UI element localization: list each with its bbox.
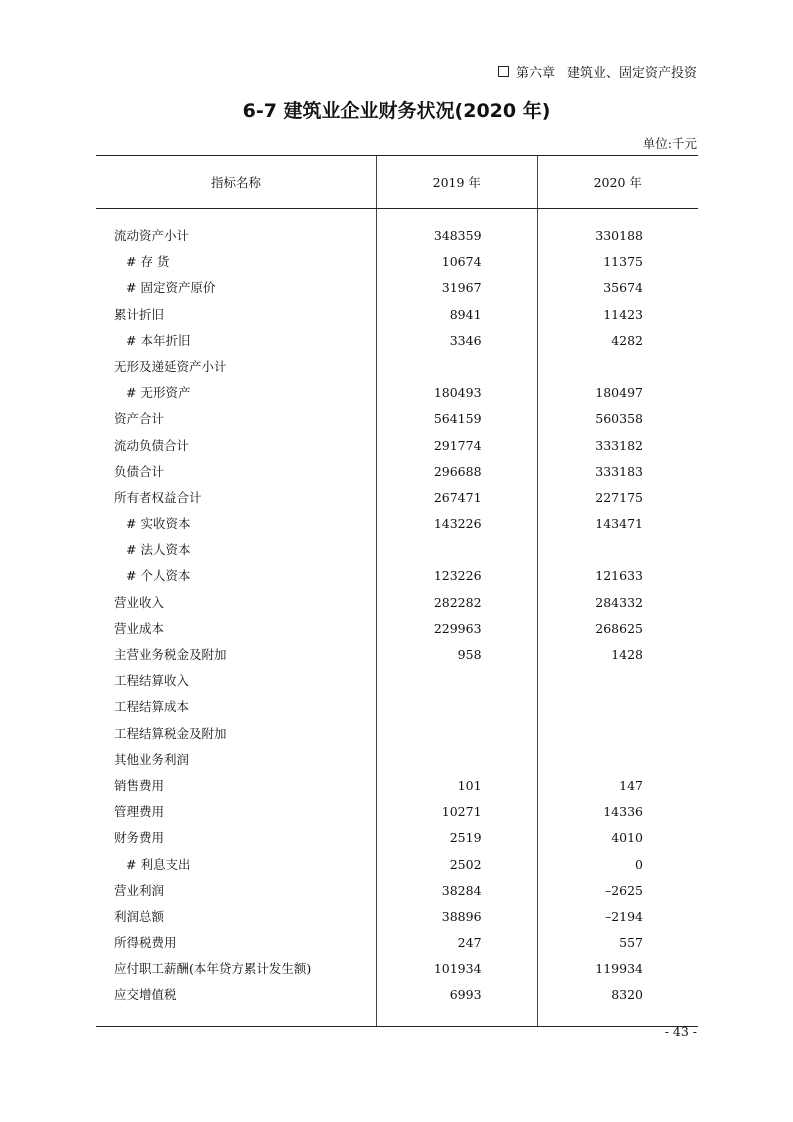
row-value-2020: 227175	[595, 489, 643, 505]
row-value-2019: 10271	[441, 804, 482, 820]
row-value-2020: 121633	[595, 568, 643, 584]
table-header	[96, 156, 698, 209]
row-value-2020: 333183	[595, 463, 643, 479]
row-value-2019	[377, 747, 536, 773]
row-value-2020: 560358	[595, 411, 643, 427]
row-value-2020: 557	[619, 935, 643, 951]
row-value-2020: –2194	[604, 908, 643, 924]
row-value-2020	[538, 721, 698, 747]
chapter-label: 第六章	[515, 66, 555, 81]
row-value-2020	[538, 747, 698, 773]
row-value-2019: 291774	[433, 437, 482, 453]
row-name: 工程结算成本	[114, 699, 190, 715]
row-name: 管理费用	[114, 804, 165, 820]
name-column	[96, 209, 376, 1026]
row-name: 营业利润	[114, 882, 165, 898]
row-value-2019: 348359	[433, 228, 482, 243]
row-name: # 实收资本	[126, 516, 191, 532]
row-value-2019: 958	[457, 647, 482, 662]
row-value-2019	[377, 721, 536, 747]
row-value-2019	[377, 354, 536, 380]
row-value-2019	[377, 537, 536, 563]
row-name: 营业收入	[114, 594, 165, 610]
row-value-2020: 4282	[611, 332, 643, 348]
row-value-2019: 8941	[449, 306, 482, 322]
row-value-2019	[377, 668, 536, 694]
column-2019	[376, 209, 536, 1026]
row-value-2020: –2625	[604, 882, 643, 898]
row-value-2019: 31967	[441, 280, 482, 296]
row-name: 其他业务利润	[114, 751, 190, 767]
row-name: 负债合计	[114, 463, 165, 479]
row-name: 所得税费用	[114, 935, 177, 951]
row-name: 利润总额	[114, 908, 165, 924]
row-value-2019: 101	[457, 777, 482, 793]
unit-label: 单位:千元	[642, 136, 697, 151]
row-value-2019: 123226	[433, 568, 482, 584]
row-value-2020: 119934	[595, 961, 643, 977]
row-value-2019: 3346	[449, 332, 482, 348]
row-value-2019: 10674	[441, 254, 482, 270]
row-value-2019: 38284	[441, 882, 482, 898]
row-name: 累计折旧	[114, 306, 165, 322]
row-name: # 本年折旧	[126, 332, 191, 348]
header-indicator-name: 指标名称	[211, 175, 262, 190]
row-value-2020: 180497	[595, 385, 643, 401]
row-value-2020: 0	[635, 856, 643, 872]
row-name: # 存 货	[126, 254, 170, 270]
running-head	[498, 62, 697, 81]
row-name: # 利息支出	[126, 856, 191, 872]
row-name: 工程结算税金及附加	[114, 725, 227, 741]
row-value-2020: 11423	[603, 306, 643, 322]
row-value-2020	[538, 694, 698, 720]
page-title: 6-7 建筑业企业财务状况(2020 年)	[242, 100, 551, 122]
row-name: # 固定资产原价	[126, 280, 216, 296]
row-value-2019: 2502	[449, 856, 482, 872]
page-number: - 43 -	[664, 1024, 697, 1039]
column-2020	[537, 209, 698, 1026]
row-value-2020: 143471	[595, 516, 643, 532]
row-value-2020: 11375	[603, 254, 643, 270]
row-value-2020: 14336	[603, 804, 643, 820]
row-name: 所有者权益合计	[114, 489, 202, 505]
row-value-2019	[377, 694, 536, 720]
row-value-2019: 101934	[433, 961, 482, 977]
table-body	[96, 209, 698, 1027]
square-box-icon	[498, 66, 509, 77]
row-value-2020: 4010	[611, 830, 643, 846]
row-name: 应交增值税	[114, 987, 177, 1003]
row-value-2020: 147	[619, 777, 643, 793]
row-name: # 个人资本	[126, 568, 191, 584]
row-value-2019: 38896	[441, 908, 482, 924]
row-value-2019: 180493	[433, 385, 482, 401]
row-value-2020: 333182	[595, 437, 643, 453]
row-name: # 法人资本	[126, 542, 191, 558]
row-value-2020	[538, 537, 698, 563]
row-name: 应付职工薪酬(本年贷方累计发生额)	[114, 961, 312, 977]
row-value-2020: 268625	[595, 620, 643, 636]
row-name: 主营业务税金及附加	[114, 647, 227, 662]
row-value-2019: 2519	[449, 830, 482, 846]
header-2019: 2019 年	[376, 156, 536, 208]
row-name: 营业成本	[114, 620, 165, 636]
row-name: 无形及递延资产小计	[114, 358, 227, 374]
row-value-2020: 35674	[603, 280, 643, 296]
row-name: 财务费用	[114, 830, 165, 846]
row-value-2019: 564159	[433, 411, 482, 427]
row-value-2019: 267471	[433, 489, 482, 505]
row-value-2019: 282282	[433, 594, 482, 610]
row-name: 流动资产小计	[114, 228, 190, 243]
row-value-2020: 8320	[611, 987, 643, 1003]
row-name: 销售费用	[114, 777, 165, 793]
row-value-2020: 284332	[595, 594, 643, 610]
row-name: 工程结算收入	[114, 673, 190, 689]
row-value-2019: 247	[457, 935, 482, 951]
row-value-2019: 6993	[449, 987, 482, 1003]
row-name: 流动负债合计	[114, 437, 190, 453]
row-value-2019: 296688	[433, 463, 482, 479]
financial-table	[96, 155, 698, 1027]
row-value-2020: 1428	[611, 647, 643, 662]
header-2020: 2020 年	[537, 156, 698, 208]
row-name: # 无形资产	[126, 385, 191, 401]
row-value-2020	[538, 668, 698, 694]
row-value-2019: 143226	[433, 516, 482, 532]
row-value-2020	[538, 354, 698, 380]
section-label: 建筑业、固定资产投资	[566, 66, 697, 81]
row-value-2020: 330188	[595, 228, 643, 243]
row-value-2019: 229963	[433, 620, 482, 636]
row-name: 资产合计	[114, 411, 165, 427]
